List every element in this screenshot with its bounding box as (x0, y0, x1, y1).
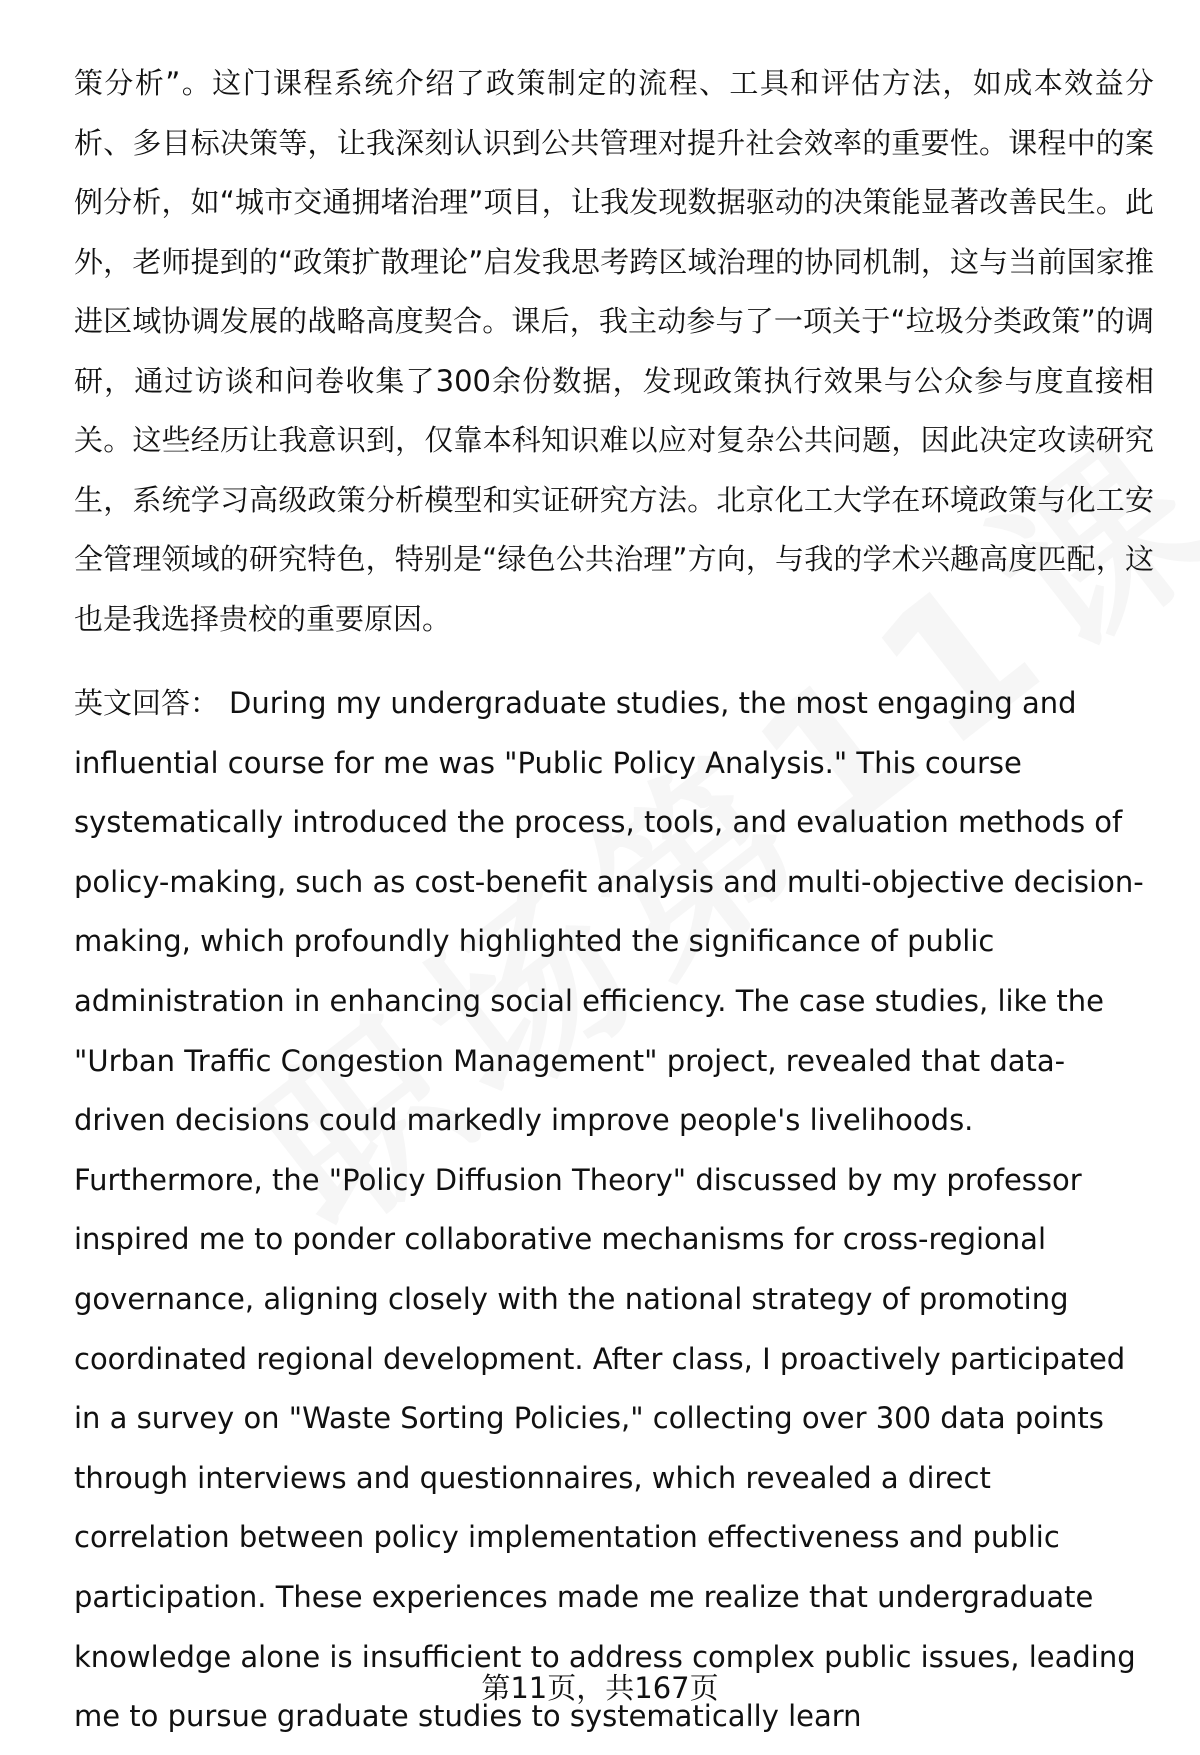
document-body (74, 54, 1154, 1747)
page-footer: 第11页，共167页 (481, 1671, 719, 1705)
english-answer-paragraph (74, 674, 1154, 1747)
chinese-answer-paragraph: 策分析”。这门课程系统介绍了政策制定的流程、工具和评估方法，如成本效益分析、多目标决策等，让我深刻认识到公共管理对提升社会效率的重要性。课程中的案例分析，如“城市交通拥堵治理”项目，让我发现数据驱动的决策能显著改善民生。此外，老师提到的“政策扩散理论”启发我思考跨区域治理的协同机制，这与当前国家推进区域协调发展的战略高度契合。课后，我主动参与了一项关于“垃圾分类政策”的调研，通过访谈和问卷收集了300余份数据，发现政策执行效果与公众参与度直接相关。这些经历让我意识到，仅靠本科知识难以应对复杂公共问题，因此决定攻读研究生，系统学习高级政策分析模型和实证研究方法。北京化工大学在环境政策与化工安全管理领域的研究特色，特别是“绿色公共治理”方向，与我的学术兴趣高度匹配，这也是我选择贵校的重要原因。 (74, 66, 1154, 636)
english-answer-text: During my undergraduate studies, the most engaging and influential course for me was "Public Policy Analysis." This course systematically introduced the process, tools, and evaluation methods of policy-making, such as cost-benefit analysis and multi-objective decision-making, which profoundly highlighted the significance of public administration in enhancing social efficiency. The case studies, like the "Urban Traffic Congestion Management" project, revealed that data-driven decisions could markedly improve people's livelihoods. Furthermore, the "Policy Diffusion Theory" discussed by my professor inspired me to ponder collaborative mechanisms for cross-regional governance, aligning closely with the national strategy of promoting coordinated regional development. After class, I proactively participated in a survey on "Waste Sorting Policies," collecting over 300 data points through interviews and questionnaires, which revealed a direct correlation between policy implementation effectiveness and public participation. These experiences made me realize that undergraduate knowledge alone is insufficient to address complex public issues, leading me to pursue graduate studies to systematically learn (74, 686, 1144, 1734)
english-answer-label: 英文回答： (74, 686, 220, 720)
